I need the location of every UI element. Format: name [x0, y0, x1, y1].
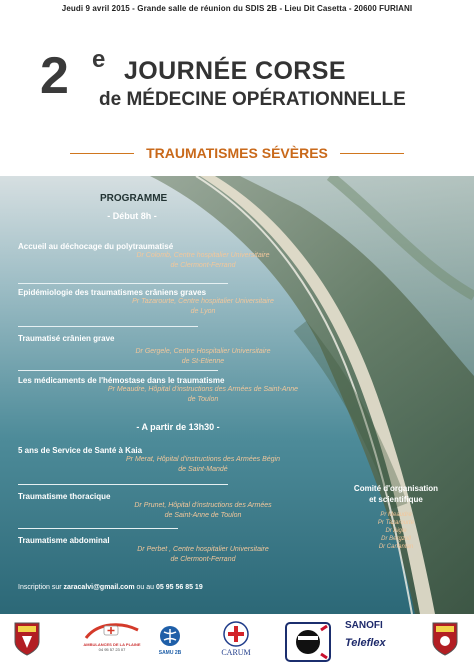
afternoon-time: - A partir de 13h30 -: [136, 422, 220, 432]
ambulances-phone: 04 95 57 23 07: [98, 647, 126, 652]
item-speaker-institution: de Clermont-Ferrand: [170, 262, 236, 269]
divider: [18, 326, 198, 327]
committee-block: [338, 483, 454, 551]
item-title: 5 ans de Service de Santé à Kaia: [18, 446, 143, 455]
registration-middle: ou au: [136, 584, 155, 591]
divider: [18, 283, 228, 284]
registration-prefix: Inscription sur: [18, 584, 62, 591]
samu-logo: [150, 624, 190, 656]
item-title: Traumatisme abdominal: [18, 536, 110, 545]
title-superscript: e: [92, 46, 106, 73]
item-speaker: Dr Gergele, Centre Hospitalier Universitaire: [135, 348, 271, 355]
programme-item: [18, 492, 328, 521]
programme-heading: PROGRAMME: [100, 193, 168, 204]
subtitle: TRAUMATISMES SÉVÈRES: [146, 145, 328, 161]
title-line-2: de MÉDECINE OPÉRATIONNELLE: [99, 89, 406, 110]
item-speaker: Pr Meaudre, Hôpital d'instructions des Armées de Saint-Anne: [107, 386, 299, 393]
item-speaker-institution: de St-Etienne: [181, 358, 225, 365]
sanofi-label: SANOFI: [345, 620, 383, 631]
subtitle-block: [70, 144, 404, 164]
item-title: Accueil au déchocage du polytraumatisé: [18, 242, 174, 251]
corsica-head-logo: [285, 622, 331, 662]
item-title: Traumatisé crânien grave: [18, 334, 115, 343]
ambulances-name: AMBULANCES DE LA PLAINE: [83, 642, 141, 647]
item-speaker-institution: de Lyon: [190, 308, 216, 315]
programme-item: [18, 376, 328, 405]
sponsor-logos: [0, 614, 474, 670]
event-date-location: Jeudi 9 avril 2015 - Grande salle de réunion du SDIS 2B - Lieu Dit Casetta - 20600 FURIANI: [61, 4, 413, 13]
divider: [18, 484, 228, 485]
carum-logo: [212, 620, 260, 657]
item-title: Les médicaments de l'hémostase dans le traumatisme: [18, 376, 225, 385]
teleflex-label: Teleflex: [345, 637, 386, 649]
sanofi-teleflex-logos: [345, 620, 407, 649]
registration-email[interactable]: zaracalvi@gmail.com: [63, 584, 135, 591]
item-speaker: Pr Merat, Hôpital d'instructions des Armées Bégin: [126, 456, 280, 463]
committee-heading-2: et scientifique: [369, 495, 423, 504]
committee-member: Dr Aigle: [385, 528, 407, 534]
title-line-1: JOURNÉE CORSE: [124, 57, 346, 85]
item-speaker-institution: de Saint-Mandé: [178, 466, 228, 473]
item-speaker-institution: de Clermont-Ferrand: [170, 556, 236, 563]
registration-phone: 05 95 56 85 19: [156, 584, 203, 591]
sdis-shield-logo: [14, 622, 40, 656]
title-number: 2: [40, 47, 69, 105]
programme-item: [18, 446, 328, 475]
item-speaker: Dr Prunet, Hôpital d'instructions des Armées: [134, 502, 272, 509]
carum-label: CARUM: [221, 648, 251, 657]
committee-member: Dr Carfantan: [378, 544, 414, 550]
committee-member: Pr Tazarourte: [377, 520, 415, 526]
cma-shield-logo: [432, 622, 458, 656]
item-speaker: Dr Colomb, Centre hospitalier Universitaire: [136, 252, 270, 259]
samu-label: SAMU 2B: [158, 650, 182, 656]
start-time: - Début 8h -: [107, 211, 157, 221]
divider: [18, 528, 178, 529]
item-title: Epidémiologie des traumatismes crâniens graves: [18, 288, 207, 297]
item-title: Traumatisme thoracique: [18, 492, 111, 501]
programme-item: [18, 536, 328, 565]
item-speaker: Pr Tazarourte, Centre hospitalier Universitaire: [132, 298, 274, 305]
programme-item: [18, 288, 328, 317]
divider: [18, 370, 218, 371]
programme-item: [18, 242, 328, 271]
subtitle-rule-right: [340, 153, 404, 154]
committee-member: Pr Meaudre: [380, 512, 412, 518]
item-speaker-institution: de Toulon: [187, 396, 219, 403]
programme-item: [18, 334, 328, 367]
item-speaker-institution: de Saint-Anne de Toulon: [164, 512, 242, 519]
registration-info: [18, 584, 238, 591]
committee-member: Dr Bergzoll: [381, 536, 411, 542]
ambulances-logo: [82, 620, 142, 652]
committee-heading-1: Comité d'organisation: [353, 484, 439, 493]
item-speaker: Dr Perbet , Centre hospitalier Universitaire: [137, 546, 269, 553]
